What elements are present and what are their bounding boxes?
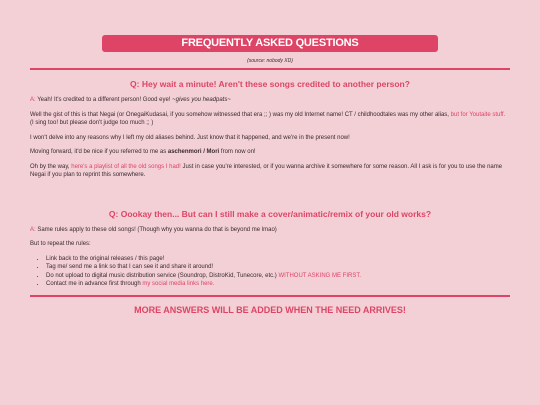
- faq1-playlist-text: Just in case you're interested, or if you wanna archive it somewhere for some reason. All I ask is for you to use the name Negai if you plan to reprint this somewhere.: [30, 163, 503, 178]
- faq1-paragraph-aliases: [30, 111, 510, 128]
- answer-label: A:: [30, 226, 36, 233]
- playlist-link[interactable]: here's a playlist of all the old songs I had!: [71, 163, 181, 170]
- list-item: [46, 280, 510, 289]
- rules-intro: But to repeat the rules:: [30, 241, 91, 247]
- faq1-aliases-note: (I sing too! but please don't judge too much ;; ): [30, 120, 154, 126]
- list-item: • Link back to the original releases / this page!: [46, 255, 510, 264]
- faq1-playlist-intro: Oh by the way,: [30, 163, 72, 170]
- new-name: aschenmori / Mori: [167, 149, 220, 155]
- faq1-name-text: Moving forward, it'd be nice if you referred to me as: [30, 149, 168, 155]
- faq2-answer: [30, 226, 510, 235]
- faq1-aliases-text: Well the gist of this is that Negai (or OnegaiKudasai, if you somehow witnessed that era ;; ) was my old Internet name! CT / childhoodtales was my other alias,: [30, 111, 449, 118]
- faq1-paragraph-playlist: [30, 163, 510, 180]
- more-answers-note: MORE ANSWERS WILL BE ADDED WHEN THE NEED ARRIVES!: [134, 304, 406, 315]
- faq1-question: Q: Hey wait a minute! Aren't these songs credited to another person?: [130, 79, 410, 89]
- rules-list: [30, 255, 510, 289]
- social-media-link[interactable]: my social media links here.: [142, 281, 215, 287]
- faq1-answer-text: Yeah! It's credited to a different person! Good eye! ~: [37, 97, 176, 103]
- divider-top: [30, 68, 510, 70]
- faq2-question: Q: Oookay then... But can I still make a cover/animatic/remix of your old works?: [108, 208, 432, 219]
- faq2-answer-text: Same rules apply to these old songs! (Though why you wanna do that is beyond me lmao): [35, 226, 277, 233]
- youtaite-link[interactable]: but for Youtaite stuff.: [450, 111, 506, 118]
- divider-bottom: [30, 295, 510, 297]
- faq-title-banner: FREQUENTLY ASKED QUESTIONS: [102, 35, 438, 52]
- list-item: • Tag me/ send me a link so that I can see it and share it around!: [46, 263, 510, 272]
- faq1-paragraph-reasons: I won't delve into any reasons why I left my old aliases behind. Just know that it happened, and we're in the present now!: [30, 134, 350, 141]
- faq1-paragraph-name: [30, 148, 510, 157]
- list-item: [46, 272, 510, 281]
- rule4-text: Contact me in advance first through: [46, 281, 143, 287]
- faq1-name-tail: from now on!: [219, 149, 256, 155]
- faq1-answer-tail: ~: [227, 97, 231, 103]
- faq-container: [30, 35, 510, 315]
- faq1-answer: [30, 96, 510, 105]
- faq1-answer-emphasis: gives you headpats: [175, 97, 228, 103]
- rule3-text: Do not upload to digital music distribution service (Soundrop, DistroKid, Tunecore, etc.): [46, 272, 279, 279]
- rule3-warning: WITHOUT ASKING ME FIRST.: [278, 272, 362, 279]
- source-note: (source: nobody XD): [247, 58, 293, 64]
- answer-label: A:: [30, 97, 36, 103]
